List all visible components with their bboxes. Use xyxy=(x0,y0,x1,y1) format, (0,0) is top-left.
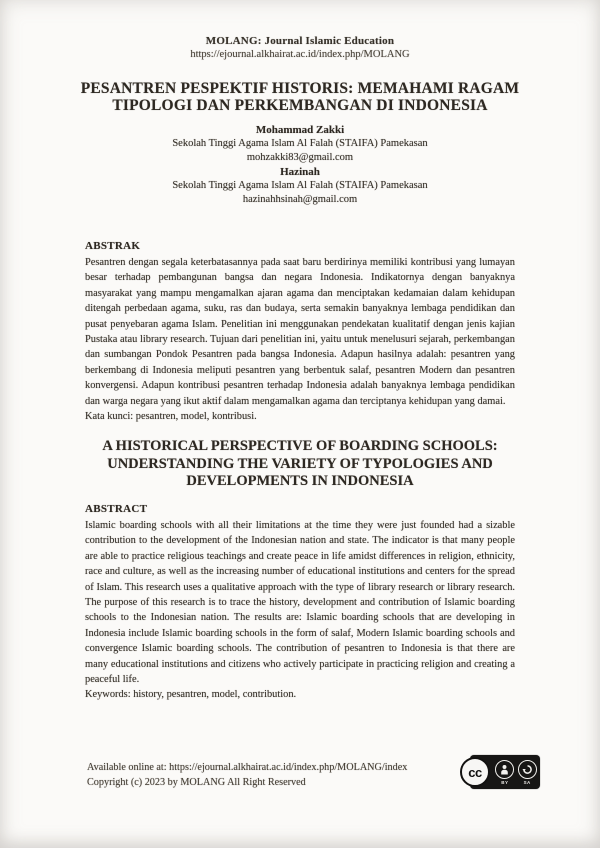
author-name: Hazinah xyxy=(280,166,320,178)
abstrak-section xyxy=(85,255,515,424)
abstrak-keywords: Kata kunci: pesantren, model, kontribusi. xyxy=(85,411,257,423)
english-title-line-1: A HISTORICAL PERSPECTIVE OF BOARDING SCHOOLS: xyxy=(102,438,498,454)
cc-logo-icon: cc xyxy=(460,757,490,787)
cc-sa-icon xyxy=(518,760,537,779)
cc-license-badge xyxy=(470,755,540,789)
author-entry xyxy=(40,165,560,207)
paper-title-line-2: TIPOLOGI DAN PERKEMBANGAN DI INDONESIA xyxy=(112,97,488,114)
author-name: Mohammad Zakki xyxy=(255,124,345,136)
cc-icon-group xyxy=(492,755,540,789)
abstract-keywords: Keywords: history, pesantren, model, contribution. xyxy=(85,689,297,701)
abstract-text: Islamic boarding schools with all their limitations at the time they were just founded had a sizable contribution to the development of the Indonesian nation and state. The indicator is that many people are able to practice religious teachings and create peace in life amidst differences in religion, ethnicity, race and culture, as well as the increasing number of educational institutions and centers for the spread of Islam. This research uses a qualitative approach with the type of library research or library research. The purpose of this research is to trace the history, development and contribution of Islamic boarding schools to the Indonesian nation. The results are: Islamic boarding schools that are developing in Indonesia include Islamic boarding schools in the form of salaf, Modern Islamic boarding schools and convergence Islamic boarding schools. The contribution of pesantren to Indonesia is that there are many educational institutions and citizens who actively participate in practicing religion and creating a peaceful life. xyxy=(85,520,515,686)
journal-name: MOLANG: Journal Islamic Education xyxy=(205,35,395,47)
english-title-line-2: UNDERSTANDING THE VARIETY OF TYPOLOGIES AND xyxy=(107,455,493,472)
cc-by-icon xyxy=(495,760,514,779)
journal-url: https://ejournal.alkhairat.ac.id/index.php/MOLANG xyxy=(190,49,410,60)
english-title-line-3: DEVELOPMENTS IN INDONESIA xyxy=(186,473,414,489)
authors-block xyxy=(40,123,560,207)
footer-available-online: Available online at: https://ejournal.alkhairat.ac.id/index.php/MOLANG/index xyxy=(87,762,408,773)
author-email: mohzakki83@gmail.com xyxy=(246,152,354,163)
author-affiliation: Sekolah Tinggi Agama Islam Al Falah (STAIFA) Pamekasan xyxy=(172,138,428,149)
paper-title-english xyxy=(40,438,560,491)
cc-sa-label: SA xyxy=(523,779,531,785)
cc-by-column xyxy=(495,760,514,785)
footer-copyright: Copyright (c) 2023 by MOLANG All Right Reserved xyxy=(87,777,306,789)
paper-title-line-1: PESANTREN PESPEKTIF HISTORIS: MEMAHAMI RAGAM xyxy=(80,80,520,97)
author-email: hazinahhsinah@gmail.com xyxy=(242,194,358,205)
paper-title-indonesian xyxy=(40,80,560,114)
cc-sa-column xyxy=(518,760,537,785)
cc-by-label: BY xyxy=(501,779,509,785)
author-entry xyxy=(40,123,560,165)
abstrak-text: Pesantren dengan segala keterbatasannya pada saat baru berdirinya memiliki kontribusi yang lumayan besar terhadap pembangunan bangsa dan negara Indonesia. Indikatornya dengan banyaknya masyarakat yang mampu mengamalkan ajaran agama dan menciptakan kedamaian dalam kehidupan ditengah perbedaan agama, suku, ras dan budaya, serta semakin banyaknya lembaga pendidikan dan pusat penyebaran agama Islam. Penelitian ini menggunakan pendekatan kualitatif dengan jenis kajian Pustaka atau library research. Tujuan dari penelitian ini, yaitu untuk menelusuri sejarah, perkembangan dan sumbangan Pondok Pesantren pada bangsa Indonesia. Adapun hasilnya adalah: pesantren yang berkembang di Indonesia meliputi pesantren yang berbentuk salaf, pesantren Modern dan pesantren konvergensi. Adapun kontribusi pesantren terhadap Indonesia adalah banyaknya lembaga pendidikan dan warga negara yang ikut aktif dalam mengamalkan agama dan terciptanya kehidupan yang damai. xyxy=(85,257,515,407)
journal-header xyxy=(40,35,560,60)
page-footer xyxy=(87,760,407,790)
abstract-section xyxy=(85,518,515,703)
abstrak-heading: ABSTRAK xyxy=(85,240,141,252)
abstract-heading: ABSTRACT xyxy=(85,503,148,515)
author-affiliation: Sekolah Tinggi Agama Islam Al Falah (STAIFA) Pamekasan xyxy=(172,180,428,191)
